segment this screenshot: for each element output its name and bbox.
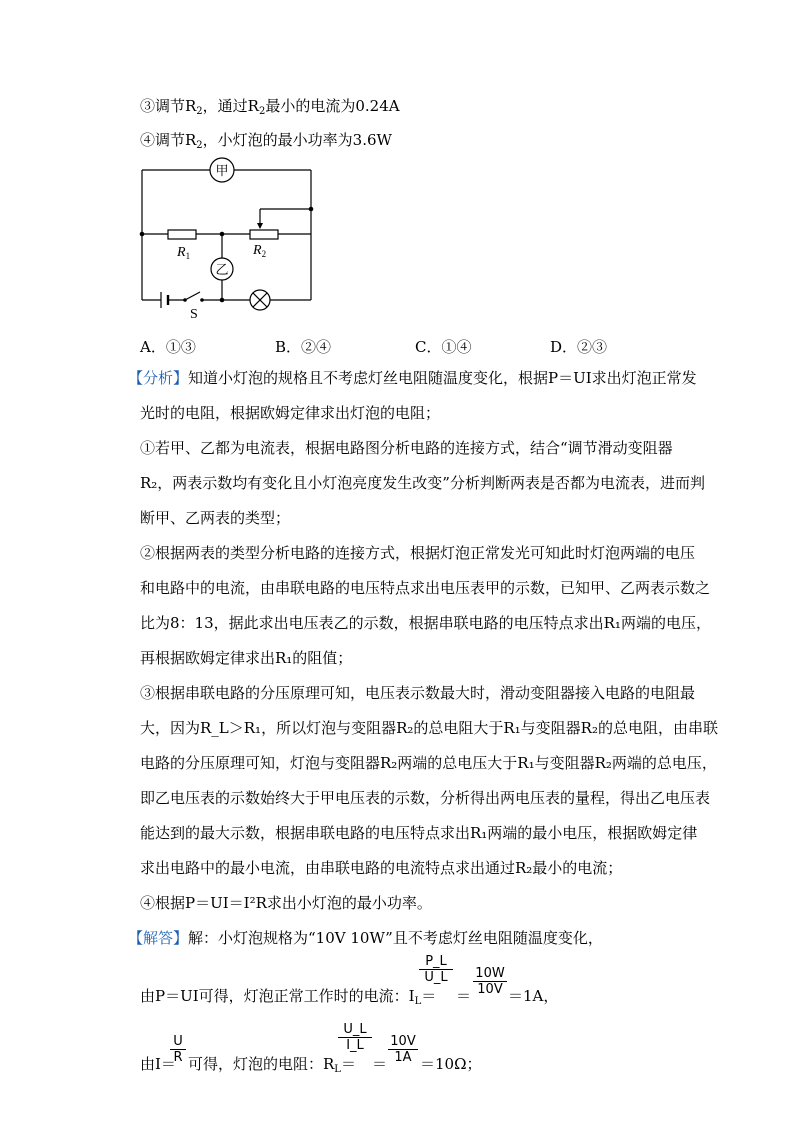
analysis-line-0: 【分析】知道小灯泡的规格且不考虑灯丝电阻随温度变化，根据P＝UI求出灯泡正常发 (128, 369, 697, 387)
analysis-tag: 【分析】 (128, 369, 189, 387)
fraction-pl-ul: $\frac{P\_L}{U\_L}$ (419, 954, 453, 985)
analysis-line-5: ②根据两表的类型分析电路的连接方式，根据灯泡正常发光可知此时灯泡两端的电压 (140, 544, 696, 562)
option-b[interactable]: B．②④ (275, 338, 332, 356)
analysis-line-12: 即乙电压表的示数始终大于甲电压表的示数，分析得出两电压表的量程，得出乙电压表 (140, 789, 711, 807)
analysis-line-11: 电路的分压原理可知，灯泡与变阻器R₂两端的总电压大于R₁与变阻器R₂两端的总电压， (140, 754, 717, 772)
r2-label: $R_2$ (253, 243, 267, 259)
fraction-ul-il: $\frac{U\_L}{I\_L}$ (338, 1022, 372, 1053)
analysis-line-6: 和电路中的电流，由串联电路的电压特点求出电压表甲的示数，已知甲、乙两表示数之 (140, 579, 711, 597)
circuit-diagram (130, 150, 330, 325)
option-d[interactable]: D．②③ (550, 338, 608, 356)
answer-tag: 【解答】 (128, 929, 189, 947)
lamp-icon (250, 290, 270, 310)
option-c[interactable]: C．①④ (415, 338, 472, 356)
answer-line1: 由P＝UI可得，灯泡正常工作时的电流：$I_L=$ (140, 987, 437, 1007)
analysis-line-8: 再根据欧姆定律求出R₁的阻值； (140, 649, 353, 667)
analysis-line-1: 光时的电阻，根据欧姆定律求出灯泡的电阻； (140, 404, 441, 422)
analysis-line-7: 比为8：13，据此求出电压表乙的示数，根据串联电路的电压特点求出R₁两端的电压， (140, 614, 711, 632)
analysis-line-10: 大，因为R_L＞R₁，所以灯泡与变阻器R₂的总电阻大于R₁与变阻器R₂的总电阻，由串联 (140, 719, 718, 737)
meter-yi-icon (211, 258, 233, 280)
svg-text:乙: 乙 (215, 262, 229, 277)
fraction-10v-1a: $\frac{10V}{1A}$ (388, 1034, 418, 1065)
answer-line1-result: ＝1A， (508, 987, 559, 1005)
statement-3: ③调节$R_2$，通过$R_2$最小的电流为0.24A (140, 97, 400, 117)
meter-jia-icon (210, 158, 234, 182)
analysis-line-15: ④根据P＝UI＝I²R求出小灯泡的最小功率。 (140, 894, 432, 912)
answer-line1-eq2: ＝ (456, 987, 472, 1005)
svg-text:甲: 甲 (215, 163, 229, 178)
fraction-u-r: $\frac{U}{R}$ (170, 1034, 186, 1065)
answer-line2-eq2: ＝ (372, 1055, 388, 1073)
answer-line2-mid: 可得，灯泡的电阻：$R_L=$ (188, 1055, 356, 1075)
r1-label: $R_1$ (177, 245, 191, 261)
answer-line2-result: ＝10Ω； (420, 1055, 482, 1073)
switch-label: S (190, 307, 198, 322)
analysis-line-9: ③根据串联电路的分压原理可知，电压表示数最大时，滑动变阻器接入电路的电阻最 (140, 684, 696, 702)
analysis-line-3: R₂，两表示数均有变化且小灯泡亮度发生改变”分析判断两表是否都为电流表，进而判 (140, 474, 705, 492)
statement-4: ④调节$R_2$，小灯泡的最小功率为3.6W (140, 131, 392, 151)
analysis-line-4: 断甲、乙两表的类型； (140, 509, 291, 527)
answer-line2: 由I＝ (140, 1055, 176, 1073)
analysis-line-2: ①若甲、乙都为电流表，根据电路图分析电路的连接方式，结合“调节滑动变阻器 (140, 439, 673, 457)
analysis-line-14: 求出电路中的最小电流，由串联电路的电流特点求出通过R₂最小的电流； (140, 859, 623, 877)
answer-intro: 【解答】解：小灯泡规格为“10V 10W”且不考虑灯丝电阻随温度变化， (128, 929, 603, 947)
option-a[interactable]: A．①③ (140, 338, 196, 356)
fraction-10w-10v: $\frac{10W}{10V}$ (473, 966, 507, 997)
analysis-line-13: 能达到的最大示数，根据串联电路的电压特点求出R₁两端的最小电压，根据欧姆定律 (140, 824, 698, 842)
